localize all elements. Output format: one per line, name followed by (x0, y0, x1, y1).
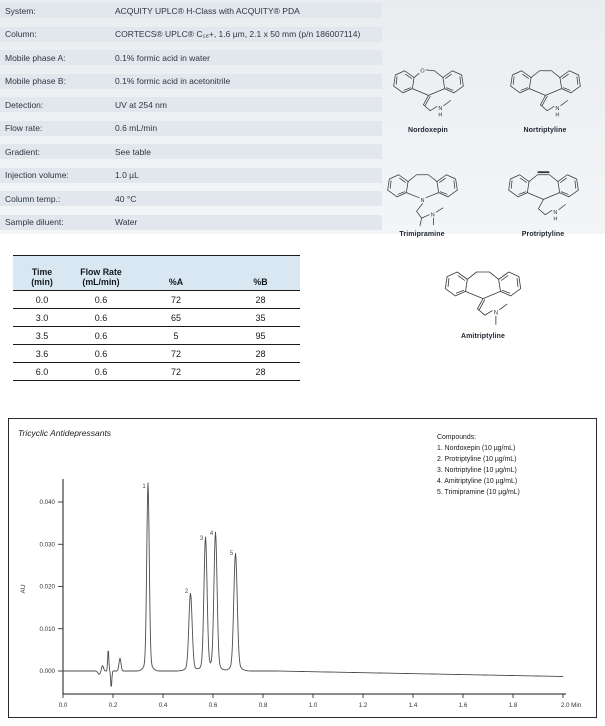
condition-label: Mobile phase B: (5, 76, 66, 86)
legend-header: Compounds: (437, 434, 477, 441)
y-tick-label: 0.020 (39, 583, 55, 591)
condition-row (0, 74, 382, 89)
condition-label: Detection: (5, 99, 44, 110)
x-tick-label: 1.2 (358, 702, 368, 709)
x-tick-label: 1.4 (408, 702, 418, 709)
peak-label-3: 3 (199, 535, 204, 542)
x-tick-label: 0.2 (108, 702, 118, 709)
trimipramine-structure-drawing (380, 162, 465, 230)
condition-value: 0.6 mL/min (115, 123, 158, 133)
gradient-table-cell: 3.5 (13, 327, 71, 345)
gradient-table-cell: 95 (221, 327, 300, 345)
structure-trimipramine (367, 162, 477, 238)
condition-label: Mobile phase A: (5, 52, 66, 63)
gradient-table (13, 255, 300, 381)
x-tick-label: 0.6 (208, 702, 218, 709)
y-tick-label: 0.030 (39, 541, 55, 549)
structure-nortriptyline (490, 58, 600, 134)
gradient-table-cell: 0.6 (71, 327, 131, 345)
header-line1: Time (31, 267, 53, 277)
condition-row (0, 97, 382, 112)
gradient-table-cell: 5 (131, 327, 221, 345)
svg-text:N: N (552, 209, 557, 216)
gradient-table-row (13, 345, 300, 363)
chromatogram-title: Tricyclic Antidepressants (18, 428, 112, 438)
gradient-table-header (13, 256, 300, 291)
condition-row (0, 50, 382, 65)
nortriptyline-structure-drawing (503, 58, 588, 126)
gradient-table-cell: 72 (131, 363, 221, 381)
gradient-table-row (13, 363, 300, 381)
svg-text:N: N (493, 310, 499, 317)
structure-name: Nortriptyline (523, 127, 567, 134)
gradient-table-cell: 0.6 (71, 363, 131, 381)
condition-label: Flow rate: (5, 123, 43, 133)
gradient-table-cell: 3.0 (13, 309, 71, 327)
condition-value: 0.1% formic acid in acetonitrile (115, 76, 231, 86)
peak-label-1: 1 (142, 483, 146, 490)
svg-text:N: N (420, 197, 424, 204)
svg-text:N: N (437, 105, 442, 112)
gradient-table-cell: 0.6 (71, 345, 131, 363)
gradient-table-cell: 3.6 (13, 345, 71, 363)
structure-amitriptyline (428, 258, 538, 340)
svg-text:N: N (554, 105, 559, 112)
structure-protriptyline (488, 162, 598, 238)
condition-row (0, 3, 382, 18)
gradient-table-header-cell (13, 256, 71, 291)
header-line2: %B (253, 277, 268, 287)
condition-label: Sample diluent: (5, 217, 64, 227)
peak-label-5: 5 (229, 551, 234, 558)
protriptyline-structure-drawing (501, 162, 586, 230)
condition-row (0, 27, 382, 42)
header-line2: %A (168, 277, 184, 287)
legend-item: 3. Nortriptyline (10 µg/mL) (437, 467, 517, 474)
condition-row (0, 144, 382, 159)
gradient-table-row (13, 327, 300, 345)
structure-nordoxepin (373, 58, 483, 134)
chromatogram-panel (8, 418, 597, 718)
condition-row (0, 168, 382, 183)
header-line2: (mL/min) (82, 277, 120, 287)
gradient-table-cell: 72 (131, 345, 221, 363)
condition-label: Column: (5, 29, 37, 39)
gradient-table-cell: 65 (131, 309, 221, 327)
header-line2: (min) (31, 277, 53, 287)
condition-label: Injection volume: (5, 170, 69, 180)
gradient-table-cell: 28 (221, 345, 300, 363)
y-tick-label: 0.040 (39, 499, 55, 507)
conditions-list (0, 3, 382, 238)
svg-text:H: H (552, 216, 557, 223)
condition-label: System: (5, 5, 36, 16)
condition-row (0, 215, 382, 230)
gradient-table-header-row (13, 256, 300, 291)
legend-item: 1. Nordoxepin (10 µg/mL) (437, 445, 516, 452)
svg-text:H: H (437, 112, 442, 119)
legend-item: 2. Protriptyline (10 µg/mL) (437, 456, 517, 463)
condition-value: Water (115, 217, 138, 227)
header-line1: Flow Rate (80, 267, 122, 277)
condition-label: Column temp.: (5, 193, 61, 204)
y-axis-label: AU (20, 584, 27, 594)
gradient-table-row (13, 309, 300, 327)
gradient-table-header-cell (221, 256, 300, 291)
condition-value: 1.0 µL (115, 170, 139, 180)
svg-text:N: N (430, 212, 435, 219)
legend-item: 5. Trimipramine (10 µg/mL) (437, 489, 520, 496)
chromatogram-plot (9, 419, 594, 715)
gradient-table-header-cell (71, 256, 131, 291)
structure-name: Trimipramine (399, 231, 445, 238)
condition-value: 0.1% formic acid in water (115, 52, 210, 63)
gradient-table-cell: 0.0 (13, 291, 71, 309)
legend-item: 4. Amitriptyline (10 µg/mL) (437, 478, 518, 485)
x-tick-label: 1.0 (308, 702, 318, 709)
nordoxepin-structure-drawing (386, 58, 471, 126)
condition-value: ACQUITY UPLC® H-Class with ACQUITY® PDA (115, 5, 300, 16)
x-tick-label: 2.0 Min (560, 702, 582, 709)
gradient-table-row (13, 291, 300, 309)
x-tick-label: 0.0 (58, 702, 68, 709)
y-tick-label: 0.010 (39, 625, 55, 633)
condition-row (0, 121, 382, 136)
gradient-table-cell: 28 (221, 363, 300, 381)
svg-text:H: H (554, 112, 559, 119)
condition-value: UV at 254 nm (115, 99, 167, 110)
x-tick-label: 1.6 (458, 702, 468, 709)
gradient-table-cell: 72 (131, 291, 221, 309)
gradient-table-body (13, 291, 300, 381)
x-tick-label: 1.8 (508, 702, 518, 709)
gradient-table-cell: 35 (221, 309, 300, 327)
gradient-table-cell: 28 (221, 291, 300, 309)
x-tick-label: 0.4 (158, 702, 168, 709)
peak-label-2: 2 (184, 589, 189, 596)
gradient-table-cell: 6.0 (13, 363, 71, 381)
condition-value: CORTECS® UPLC® C₁₈+, 1.6 µm, 2.1 x 50 mm (p/n 186007114) (115, 29, 361, 39)
condition-value: See table (115, 146, 151, 157)
y-tick-label: 0.000 (39, 668, 55, 676)
structure-name: Amitriptyline (460, 333, 506, 340)
gradient-table-header-cell (131, 256, 221, 291)
x-tick-label: 0.8 (258, 702, 268, 709)
chromatogram-trace (63, 483, 563, 686)
condition-value: 40 °C (115, 193, 137, 204)
peak-label-4: 4 (209, 531, 214, 538)
structure-name: Nordoxepin (408, 127, 448, 134)
structure-name: Protriptyline (521, 231, 565, 238)
condition-label: Gradient: (5, 146, 40, 157)
condition-row (0, 191, 382, 206)
svg-text:O: O (419, 68, 425, 75)
amitriptyline-structure-drawing (437, 258, 529, 332)
gradient-table-cell: 0.6 (71, 309, 131, 327)
gradient-table-cell: 0.6 (71, 291, 131, 309)
